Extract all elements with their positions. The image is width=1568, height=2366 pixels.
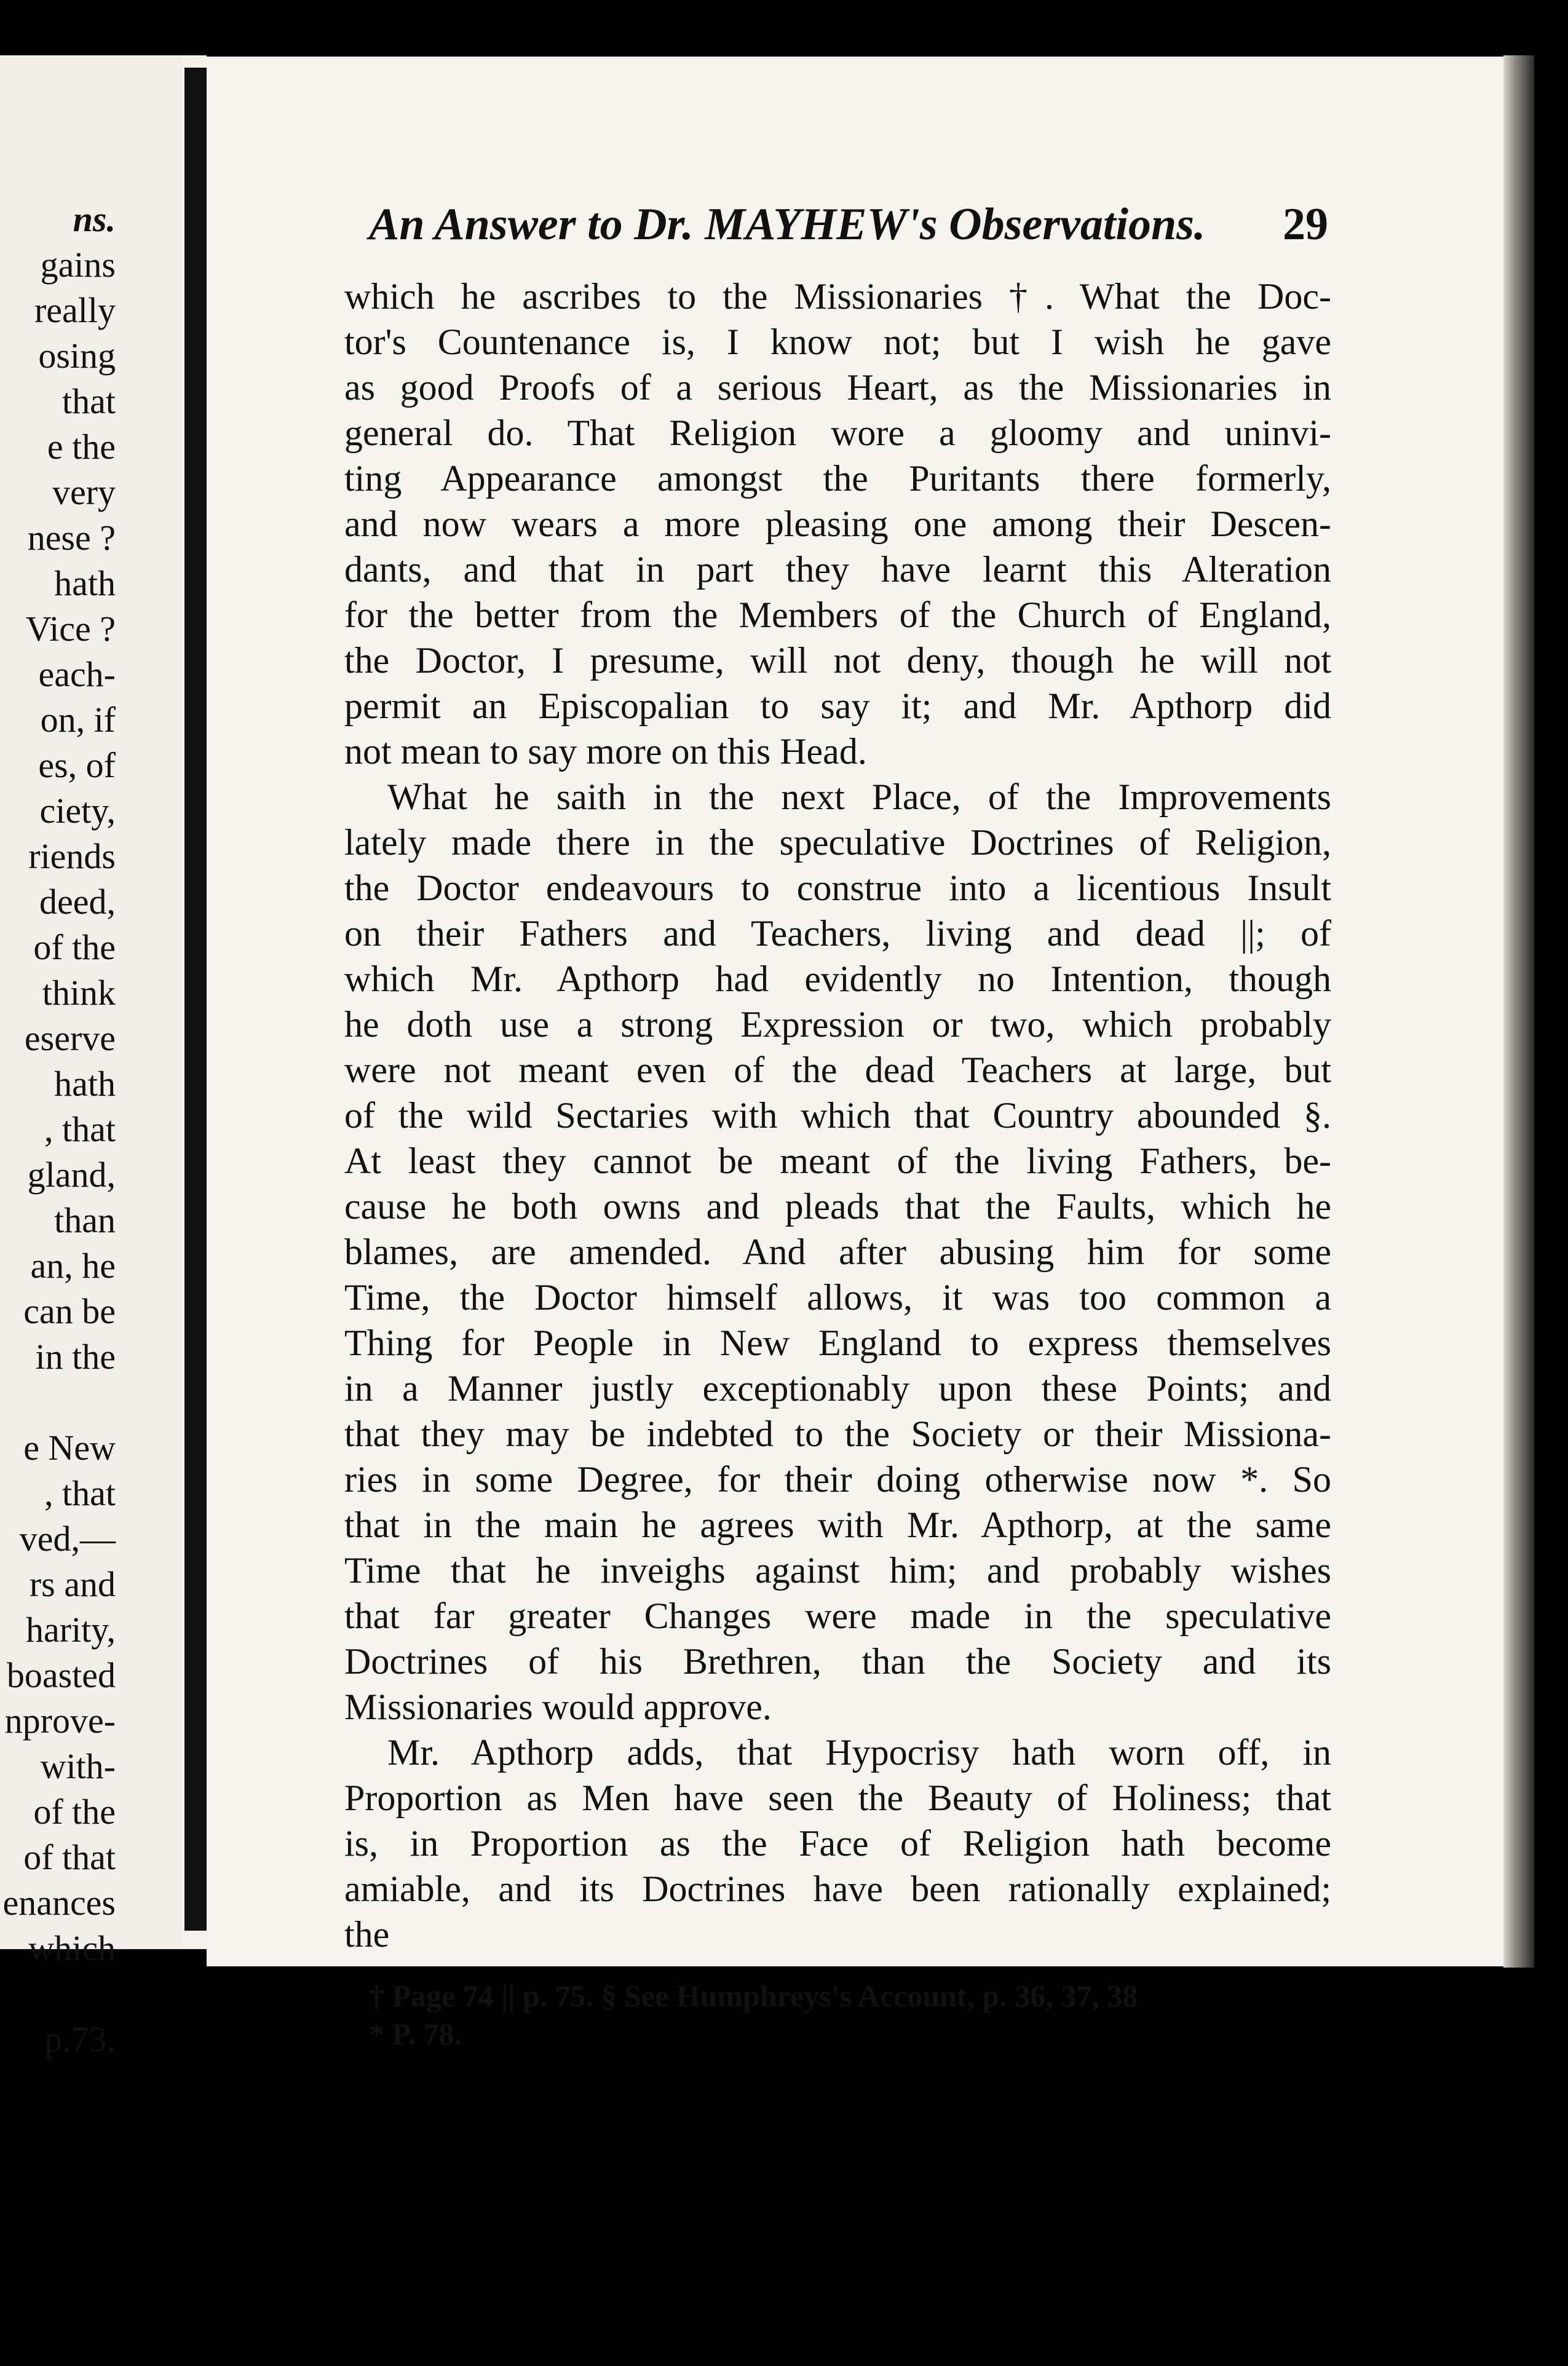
- left-page-line: of the: [33, 927, 116, 967]
- left-page-line: think: [42, 973, 116, 1013]
- left-page-line: hath: [54, 563, 116, 603]
- running-title: An Answer to Dr. MAYHEW's Observations.: [369, 199, 1206, 250]
- text-line: dants, and that in part they have learnt this Alteration: [344, 549, 1331, 590]
- text-line: What he saith in the next Place, of the Improvements: [387, 777, 1331, 817]
- left-page-line: , that: [44, 1473, 116, 1513]
- left-page-line: ved,—: [19, 1519, 116, 1559]
- page-number: 29: [1283, 199, 1328, 250]
- text-line: blames, are amended. And after abusing him for some: [344, 1232, 1331, 1272]
- left-page-line: in the: [35, 1337, 116, 1377]
- footnotes: [369, 1977, 1328, 2053]
- left-page-line: that: [62, 381, 116, 421]
- left-page-line: nese ?: [27, 518, 116, 558]
- left-page-line: hath: [54, 1064, 116, 1104]
- left-page-line: ns.: [73, 199, 116, 239]
- left-page-line: rs and: [29, 1564, 116, 1604]
- text-line: as good Proofs of a serious Heart, as the Missionaries in: [344, 367, 1331, 408]
- running-header: [369, 197, 1328, 252]
- text-line: the Doctor, I presume, will not deny, though he will not: [344, 640, 1331, 681]
- left-page-line: enances: [2, 1883, 116, 1923]
- left-page-line: Vice ?: [25, 609, 116, 649]
- text-line: that in the main he agrees with Mr. Apthorp, at the same: [344, 1505, 1331, 1545]
- text-line: general do. That Religion wore a gloomy and uninvi-: [344, 413, 1331, 453]
- text-line: not mean to say more on this Head.: [344, 731, 867, 772]
- text-line: Time, the Doctor himself allows, it was too common a: [344, 1277, 1331, 1318]
- text-line: he doth use a strong Expression or two, which probably: [344, 1004, 1331, 1045]
- left-page-line: which: [28, 1928, 116, 1968]
- left-page-line: an, he: [30, 1246, 116, 1286]
- text-line: cause he both owns and pleads that the Faults, which he: [344, 1186, 1331, 1227]
- text-line: the Doctor endeavours to construe into a licentious Insult: [344, 868, 1331, 908]
- left-page-line: es, of: [38, 745, 116, 785]
- left-page-line: p.73.: [44, 2019, 116, 2059]
- left-page-line: of the: [33, 1792, 116, 1832]
- text-line: Thing for People in New England to express themselves: [344, 1323, 1331, 1363]
- left-page-line: , that: [44, 1109, 116, 1149]
- text-line: Doctrines of his Brethren, than the Society and its: [344, 1641, 1331, 1682]
- left-page-line: gains: [40, 245, 116, 285]
- footnote-line: * P. 78.: [369, 2017, 462, 2051]
- left-page-line: of that: [23, 1837, 116, 1877]
- text-line: tor's Countenance is, I know not; but I wish he gave: [344, 322, 1331, 362]
- text-line: lately made there in the speculative Doctrines of Religion,: [344, 822, 1331, 863]
- left-page-line: than: [54, 1200, 116, 1240]
- left-page-line: eserve: [24, 1018, 116, 1058]
- text-line: that they may be indebted to the Society or their Missiona-: [344, 1414, 1331, 1454]
- left-page-line: e New: [23, 1428, 116, 1468]
- text-line: for the better from the Members of the Church of England,: [344, 595, 1331, 635]
- left-page-line: harity,: [25, 1610, 116, 1650]
- left-page-line: with-: [40, 1746, 116, 1786]
- left-page-line: really: [34, 290, 116, 330]
- text-line: were not meant even of the dead Teachers at large, but: [344, 1050, 1331, 1090]
- text-line: Time that he inveighs against him; and probably wishes: [344, 1550, 1331, 1591]
- left-page-line: e the: [47, 427, 116, 467]
- text-line: which he ascribes to the Missionaries †. What the Doc-: [344, 276, 1331, 317]
- text-line: of the wild Sectaries with which that Country abounded §.: [344, 1095, 1331, 1136]
- left-page-line: riends: [28, 836, 116, 876]
- left-page-line: gland,: [27, 1155, 116, 1195]
- text-line: in a Manner justly exceptionably upon these Points; and: [344, 1368, 1331, 1409]
- left-page-line: each-: [38, 654, 116, 694]
- left-page-line: boasted: [6, 1655, 116, 1695]
- text-line: Missionaries would approve.: [344, 1687, 772, 1727]
- footnote-line: † Page 74 || p. 75. § See Humphreys's Account, p. 36, 37, 38: [369, 1979, 1138, 2013]
- left-page-fragment: [0, 55, 182, 2059]
- text-line: and now wears a more pleasing one among their Descen-: [344, 504, 1331, 544]
- left-page-line: nprove-: [4, 1701, 116, 1741]
- text-line: At least they cannot be meant of the living Fathers, be-: [344, 1141, 1331, 1181]
- page-edge: [1503, 55, 1534, 1968]
- text-line: ting Appearance amongst the Puritants there formerly,: [344, 458, 1331, 499]
- text-line: permit an Episcopalian to say it; and Mr. Apthorp did: [344, 686, 1331, 726]
- text-line: amiable, and its Doctrines have been rationally explained;: [344, 1869, 1331, 1909]
- left-page-line: deed,: [39, 882, 116, 922]
- text-line: the: [344, 1914, 390, 1955]
- text-line: on their Fathers and Teachers, living and dead ||; of: [344, 913, 1331, 954]
- text-line: that far greater Changes were made in the speculative: [344, 1596, 1331, 1636]
- text-line: Proportion as Men have seen the Beauty of Holiness; that: [344, 1778, 1331, 1818]
- body-text: [344, 274, 1331, 1957]
- text-line: which Mr. Apthorp had evidently no Intention, though: [344, 959, 1331, 999]
- left-page-line: ciety,: [39, 791, 116, 831]
- text-line: ries in some Degree, for their doing otherwise now *. So: [344, 1459, 1331, 1500]
- text-line: Mr. Apthorp adds, that Hypocrisy hath worn off, in: [387, 1732, 1331, 1773]
- left-page-line: can be: [23, 1291, 116, 1331]
- left-page-line: on, if: [40, 700, 116, 740]
- text-line: is, in Proportion as the Face of Religion hath become: [344, 1823, 1331, 1864]
- left-page-line: osing: [38, 336, 116, 376]
- gutter-shadow: [184, 68, 207, 1931]
- left-page-line: very: [52, 472, 116, 512]
